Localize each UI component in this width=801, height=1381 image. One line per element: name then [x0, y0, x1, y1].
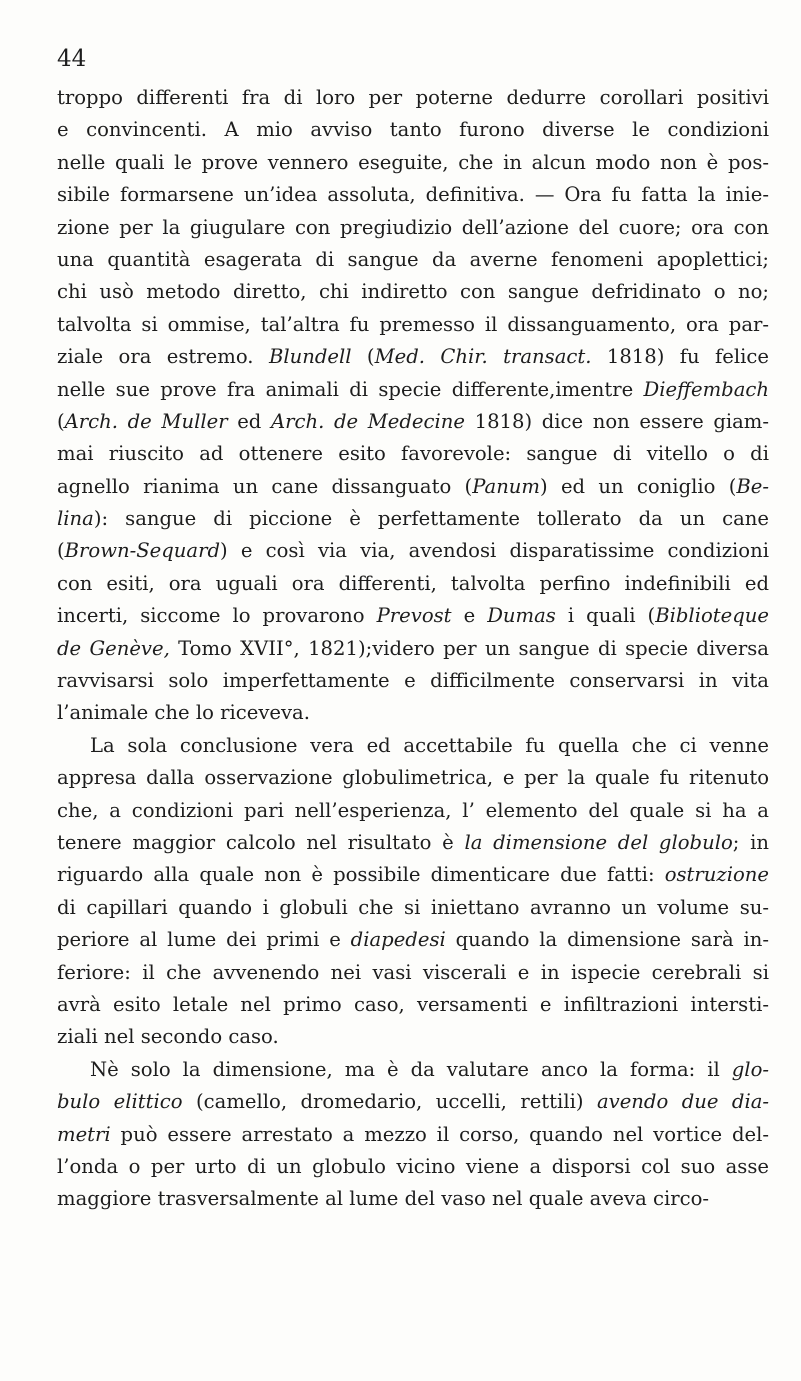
text-line — [57, 503, 769, 535]
text-segment: che, a condizioni pari nell’esperienza, l’ elemento del quale si ha a — [57, 798, 769, 822]
italic-text: de Genève, — [57, 636, 170, 660]
text-segment: (camello, dromedario, uccelli, rettili) — [182, 1090, 597, 1114]
text-segment: ed — [227, 409, 271, 433]
text-segment: di capillari quando i globuli che si iniettano avranno un volume su- — [57, 895, 769, 919]
italic-text: metri — [57, 1122, 111, 1146]
text-line — [57, 374, 769, 406]
italic-text: Dieffembach — [643, 377, 769, 401]
text-line — [57, 600, 769, 632]
text-segment: ): sangue di piccione è perfettamente tollerato da un cane — [93, 507, 769, 531]
page-number: 44 — [57, 46, 87, 72]
text-line — [57, 147, 769, 179]
text-segment: ravvisarsi solo imperfettamente e difficilmente conservarsi in vita — [57, 669, 769, 693]
text-segment: una quantità esagerata di sangue da averne fenomeni apoplettici; — [57, 247, 769, 271]
italic-text: Med. Chir. transact. — [374, 345, 592, 369]
text-segment: incerti, siccome lo provarono — [57, 604, 377, 628]
text-segment: tenere maggior calcolo nel risultato è — [57, 830, 465, 854]
text-line — [57, 82, 769, 114]
text-segment: feriore: il che avvenendo nei vasi viscerali e in ispecie cerebrali si — [57, 960, 769, 984]
text-segment: appresa dalla osservazione globulimetrica, e per la quale fu ritenuto — [57, 766, 769, 790]
text-line — [57, 1151, 769, 1183]
text-segment: troppo differenti fra di loro per poterne dedurre corollari positivi — [57, 86, 769, 109]
text-segment: maggiore trasversalmente al lume del vaso nel quale aveva circo- — [57, 1187, 709, 1211]
text-segment: ( — [57, 409, 65, 433]
text-segment: nelle quali le prove vennero eseguite, che in alcun modo non è pos- — [57, 150, 769, 174]
italic-text: Be- — [736, 474, 770, 498]
text-line — [57, 827, 769, 859]
text-segment: Nè solo la dimensione, ma è da valutare anco la forma: il — [90, 1057, 732, 1081]
text-line — [57, 114, 769, 146]
text-line — [57, 1183, 769, 1215]
text-segment: ( — [351, 345, 375, 369]
text-line — [57, 309, 769, 341]
text-segment: con esiti, ora uguali ora differenti, talvolta perfino indefinibili ed — [57, 571, 769, 595]
paragraph — [57, 82, 769, 730]
italic-text: Arch. de Medecine — [270, 409, 465, 433]
text-segment: mai riuscito ad ottenere esito favorevole: sangue di vitello o di — [57, 442, 769, 466]
text-segment: sibile formarsene un’idea assoluta, definitiva. — Ora fu fatta la inie- — [57, 183, 769, 207]
italic-text: Prevost — [376, 604, 452, 628]
text-segment: e — [451, 604, 488, 628]
text-line — [57, 535, 769, 567]
text-line — [57, 341, 769, 373]
text-line — [57, 438, 769, 470]
text-segment: ; in — [732, 830, 769, 854]
text-line — [57, 276, 769, 308]
text-segment: avrà esito letale nel primo caso, versamenti e infiltrazioni intersti- — [57, 992, 769, 1016]
text-line — [57, 212, 769, 244]
text-segment: ziali nel secondo caso. — [57, 1025, 279, 1049]
text-line — [57, 1119, 769, 1151]
italic-text: la dimensione del globulo — [464, 830, 733, 854]
paragraph — [57, 730, 769, 1054]
text-segment: chi usò metodo diretto, chi indiretto con sangue defridinato o no; — [57, 280, 769, 304]
text-line — [57, 957, 769, 989]
text-segment: La sola conclusione vera ed accettabile fu quella che ci venne — [90, 733, 769, 757]
text-line — [57, 633, 769, 665]
body-text — [57, 82, 769, 1216]
text-line — [57, 989, 769, 1021]
text-segment: quando la dimensione sarà in- — [445, 928, 769, 952]
text-segment: l’animale che lo riceveva. — [57, 701, 310, 725]
text-segment: l’onda o per urto di un globulo vicino viene a disporsi col suo asse — [57, 1154, 769, 1178]
italic-text: lina — [57, 507, 94, 531]
text-segment: ( — [57, 539, 65, 563]
text-segment: agnello rianima un cane dissanguato ( — [57, 474, 473, 498]
text-line — [57, 179, 769, 211]
text-line — [57, 1021, 769, 1053]
text-segment: ziale ora estremo. — [57, 345, 269, 369]
text-line — [57, 924, 769, 956]
italic-text: diapedesi — [350, 928, 446, 952]
text-line — [57, 697, 769, 729]
text-line — [57, 730, 769, 762]
italic-text: Brown-Sequard — [64, 539, 220, 563]
text-line — [57, 762, 769, 794]
paragraph — [57, 1054, 769, 1216]
italic-text: Dumas — [487, 604, 556, 628]
text-segment: ) ed un coniglio ( — [540, 474, 737, 498]
italic-text: bulo elittico — [57, 1090, 183, 1114]
text-line — [57, 892, 769, 924]
text-segment: periore al lume dei primi e — [57, 928, 351, 952]
italic-text: avendo due dia- — [596, 1090, 770, 1114]
text-line — [57, 859, 769, 891]
text-segment: zione per la giugulare con pregiudizio dell’azione del cuore; ora con — [57, 215, 769, 239]
text-line — [57, 244, 769, 276]
italic-text: Biblioteque — [655, 604, 769, 628]
text-segment: 1818) fu felice — [591, 345, 769, 369]
text-line — [57, 665, 769, 697]
text-segment: riguardo alla quale non è possibile dimenticare due fatti: — [57, 863, 665, 887]
italic-text: Panum — [472, 474, 541, 498]
italic-text: glo- — [731, 1057, 769, 1081]
italic-text: Arch. de Muller — [64, 409, 228, 433]
italic-text: ostruzione — [664, 863, 769, 887]
text-line — [57, 406, 769, 438]
italic-text: Blundell — [268, 345, 352, 369]
text-line — [57, 568, 769, 600]
text-segment: e convincenti. A mio avviso tanto furono diverse le condizioni — [57, 118, 769, 142]
text-segment: nelle sue prove fra animali di specie differente,imentre — [57, 377, 644, 401]
text-segment: ) e così via via, avendosi disparatissime condizioni — [220, 539, 769, 563]
text-segment: talvolta si ommise, tal’altra fu premesso il dissanguamento, ora par- — [57, 312, 769, 336]
text-line — [57, 471, 769, 503]
text-segment: i quali ( — [555, 604, 656, 628]
text-line — [57, 795, 769, 827]
text-segment: può essere arrestato a mezzo il corso, quando nel vortice del- — [110, 1122, 769, 1146]
text-line — [57, 1086, 769, 1118]
text-line — [57, 1054, 769, 1086]
text-segment: Tomo XVII°, 1821);videro per un sangue di specie diversa — [169, 636, 769, 660]
text-segment: 1818) dice non essere giam- — [464, 409, 770, 433]
